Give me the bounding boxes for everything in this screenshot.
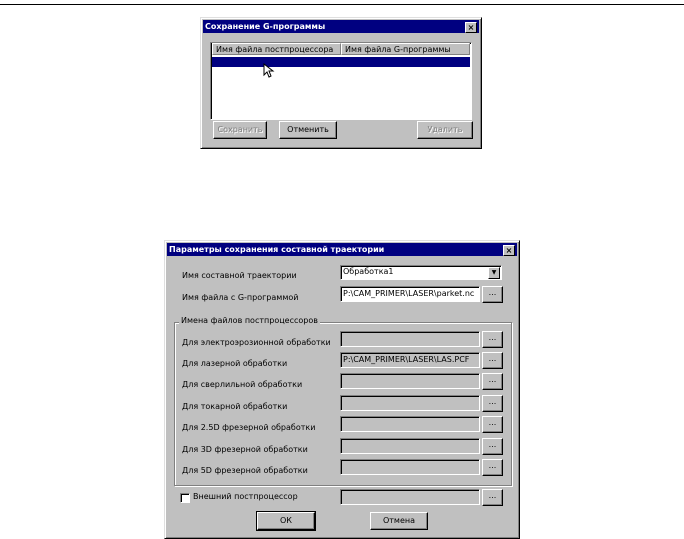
external-postprocessor-checkbox[interactable]: [180, 493, 190, 503]
save-button[interactable]: Сохранить: [213, 121, 267, 139]
chevron-down-icon[interactable]: ▼: [488, 267, 500, 279]
external-postprocessor-label: Внешний постпроцессор: [193, 492, 298, 501]
trajectory-combo[interactable]: [340, 265, 502, 280]
delete-button[interactable]: Удалить: [417, 121, 473, 139]
save-gprogram-dialog: [200, 17, 482, 149]
row-label: Для 3D фрезерной обработки: [182, 445, 308, 454]
close-icon[interactable]: ×: [503, 245, 515, 256]
dialog-title: Параметры сохранения составной траектории: [167, 243, 517, 256]
row-field[interactable]: [340, 438, 480, 454]
row-label: Для 2.5D фрезерной обработки: [182, 423, 316, 432]
row-field[interactable]: [340, 459, 480, 475]
row-browse-button[interactable]: ...: [482, 395, 503, 412]
row-field[interactable]: [340, 416, 480, 432]
ok-button[interactable]: ОК: [257, 512, 315, 530]
mouse-cursor-icon: [263, 63, 275, 79]
column-header-gprogram[interactable]: Имя файла G-программы: [341, 43, 470, 55]
trajectory-label: Имя составной траектории: [182, 271, 297, 280]
row-browse-button[interactable]: ...: [482, 352, 503, 369]
dialog-title: Сохранение G-программы: [203, 20, 479, 33]
row-label: Для 5D фрезерной обработки: [182, 466, 308, 475]
external-postprocessor-field[interactable]: [340, 489, 480, 505]
selected-row[interactable]: [212, 57, 470, 67]
file-list[interactable]: [210, 42, 472, 120]
row-value: P:\CAM_PRIMER\LASER\LAS.PCF: [343, 355, 470, 364]
row-label: Для токарной обработки: [182, 402, 288, 411]
column-header-postprocessor[interactable]: Имя файла постпроцессора: [212, 43, 341, 55]
composite-trajectory-save-dialog: [164, 240, 520, 539]
row-field[interactable]: [340, 352, 480, 368]
row-label: Для сверлильной обработки: [182, 380, 303, 389]
row-field[interactable]: [340, 373, 480, 389]
gfile-value: P:\CAM_PRIMER\LASER\parket.nc: [343, 289, 475, 298]
row-label: Для электроэрозионной обработки: [182, 338, 331, 347]
row-browse-button[interactable]: ...: [482, 459, 503, 476]
external-browse-button[interactable]: ...: [482, 489, 503, 506]
row-browse-button[interactable]: ...: [482, 438, 503, 455]
row-browse-button[interactable]: ...: [482, 373, 503, 390]
trajectory-value: Обработка1: [343, 267, 394, 276]
top-rule: [0, 4, 684, 5]
cancel-button[interactable]: Отмена: [370, 512, 428, 530]
row-browse-button[interactable]: ...: [482, 331, 503, 348]
row-label: Для лазерной обработки: [182, 359, 288, 368]
row-field[interactable]: [340, 331, 480, 347]
gfile-browse-button[interactable]: ...: [482, 286, 503, 303]
gfile-field[interactable]: [340, 286, 480, 302]
row-browse-button[interactable]: ...: [482, 416, 503, 433]
row-field[interactable]: [340, 395, 480, 411]
cancel-button[interactable]: Отменить: [279, 121, 337, 139]
close-icon[interactable]: ×: [465, 22, 477, 33]
gfile-label: Имя файла с G-программой: [182, 293, 299, 302]
group-title: Имена файлов постпроцессоров: [181, 316, 318, 325]
